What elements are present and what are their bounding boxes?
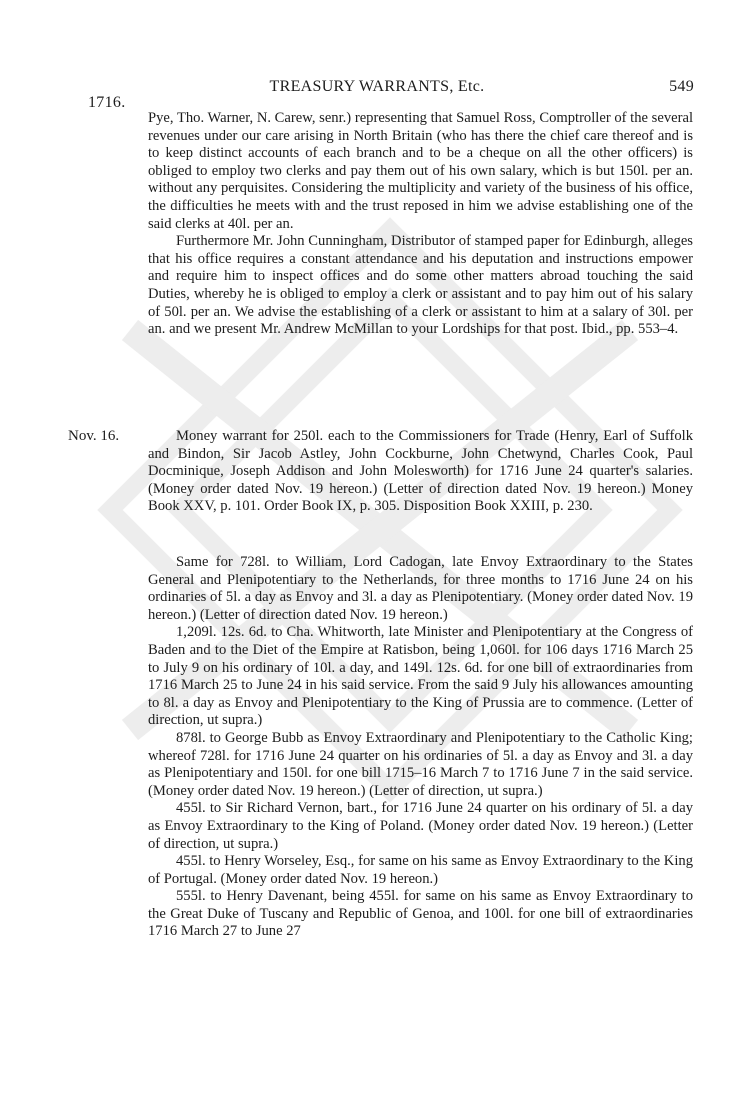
text-block-top — [148, 110, 693, 339]
text-block-bottom — [148, 554, 693, 941]
paragraph: Furthermore Mr. John Cunningham, Distributor of stamped paper for Edinburgh, alleges that his office requires a constant attendance and his deputation and instructions empower and require him to inspect offices and do some other matters abroad touching the said Duties, whereby he is obliged to employ a clerk or assistant and to pay him out of his salary of 50l. per an. We advise the establishing of a clerk or assistant to him at a salary of 30l. per an. and we present Mr. Andrew McMillan to your Lordships for that post. Ibid., pp. 553–4. — [148, 233, 693, 338]
margin-date: Nov. 16. — [68, 428, 120, 444]
page-title: TREASURY WARRANTS, Etc. — [269, 78, 485, 95]
page-year: 1716. — [88, 94, 126, 111]
paragraph: 555l. to Henry Davenant, being 455l. for same on his same as Envoy Extraordinary to the Great Duke of Tuscany and Republic of Genoa, and 100l. for one bill of extraordinaries 1716 March 27 to June 27 — [148, 888, 693, 940]
paragraph: Pye, Tho. Warner, N. Carew, senr.) representing that Samuel Ross, Comptroller of the several revenues under our care arising in North Britain (who has there the chief care thereof and is to keep distinct accounts of each branch and to be a cheque on all the other officers) is obliged to employ two clerks and pay them out of his own salary, which is but 150l. per an. without any perquisites. Considering the multiplicity and variety of the business of his office, the difficulties he meets with and the trust reposed in him we advise establishing one of the said clerks at 40l. per an. — [148, 110, 693, 232]
paragraph: 455l. to Sir Richard Vernon, bart., for 1716 June 24 quarter on his ordinary of 5l. a day as Envoy Extraordinary to the King of Poland. (Money order dated Nov. 19 hereon.) (Letter of direction, ut supra.) — [148, 800, 693, 852]
text-block-nov16 — [148, 428, 693, 516]
running-head — [60, 78, 694, 111]
paragraph: Same for 728l. to William, Lord Cadogan, late Envoy Extraordinary to the States General and Plenipotentiary to the Netherlands, for three months to 1716 June 24 on his ordinaries of 5l. a day as Envoy and 3l. a day as Plenipotentiary. (Money order dated Nov. 19 hereon.) (Letter of direction dated Nov. 19 hereon.) — [148, 554, 693, 623]
paragraph: Money warrant for 250l. each to the Commissioners for Trade (Henry, Earl of Suffolk and Bindon, Sir Jacob Astley, John Cockburne, John Chetwynd, Charles Cook, Paul Docminique, Joseph Addison and John Molesworth) for 1716 June 24 quarter's salaries. (Money order dated Nov. 19 hereon.) (Letter of direction dated Nov. 19 hereon.) Money Book XXV, p. 101. Order Book IX, p. 305. Disposition Book XXIII, p. 230. — [148, 428, 693, 515]
paragraph: 1,209l. 12s. 6d. to Cha. Whitworth, late Minister and Plenipotentiary at the Congress of Baden and to the Diet of the Empire at Ratisbon, being 1,060l. for 106 days 1716 March 25 to July 9 on his ordinary of 10l. a day, and 149l. 12s. 6d. for one bill of extraordinaries from 1716 March 25 to June 24 in his said service. From the said 9 July his allowances amounting to 8l. a day as Envoy and Plenipotentiary to the King of Prussia are to commence. (Letter of direction, ut supra.) — [148, 624, 693, 729]
paragraph: 878l. to George Bubb as Envoy Extraordinary and Plenipotentiary to the Catholic King; whereof 728l. for 1716 June 24 quarter on his ordinaries of 5l. a day as Envoy and 3l. a day as Plenipotentiary and 150l. for one bill 1715–16 March 7 to 1716 June 7 in the said service. (Money order dated Nov. 19 hereon.) (Letter of direction, ut supra.) — [148, 729, 693, 799]
page-number: 549 — [669, 78, 694, 95]
paragraph: 455l. to Henry Worseley, Esq., for same on his same as Envoy Extraordinary to the King of Portugal. (Money order dated Nov. 19 hereon.) — [148, 853, 693, 887]
